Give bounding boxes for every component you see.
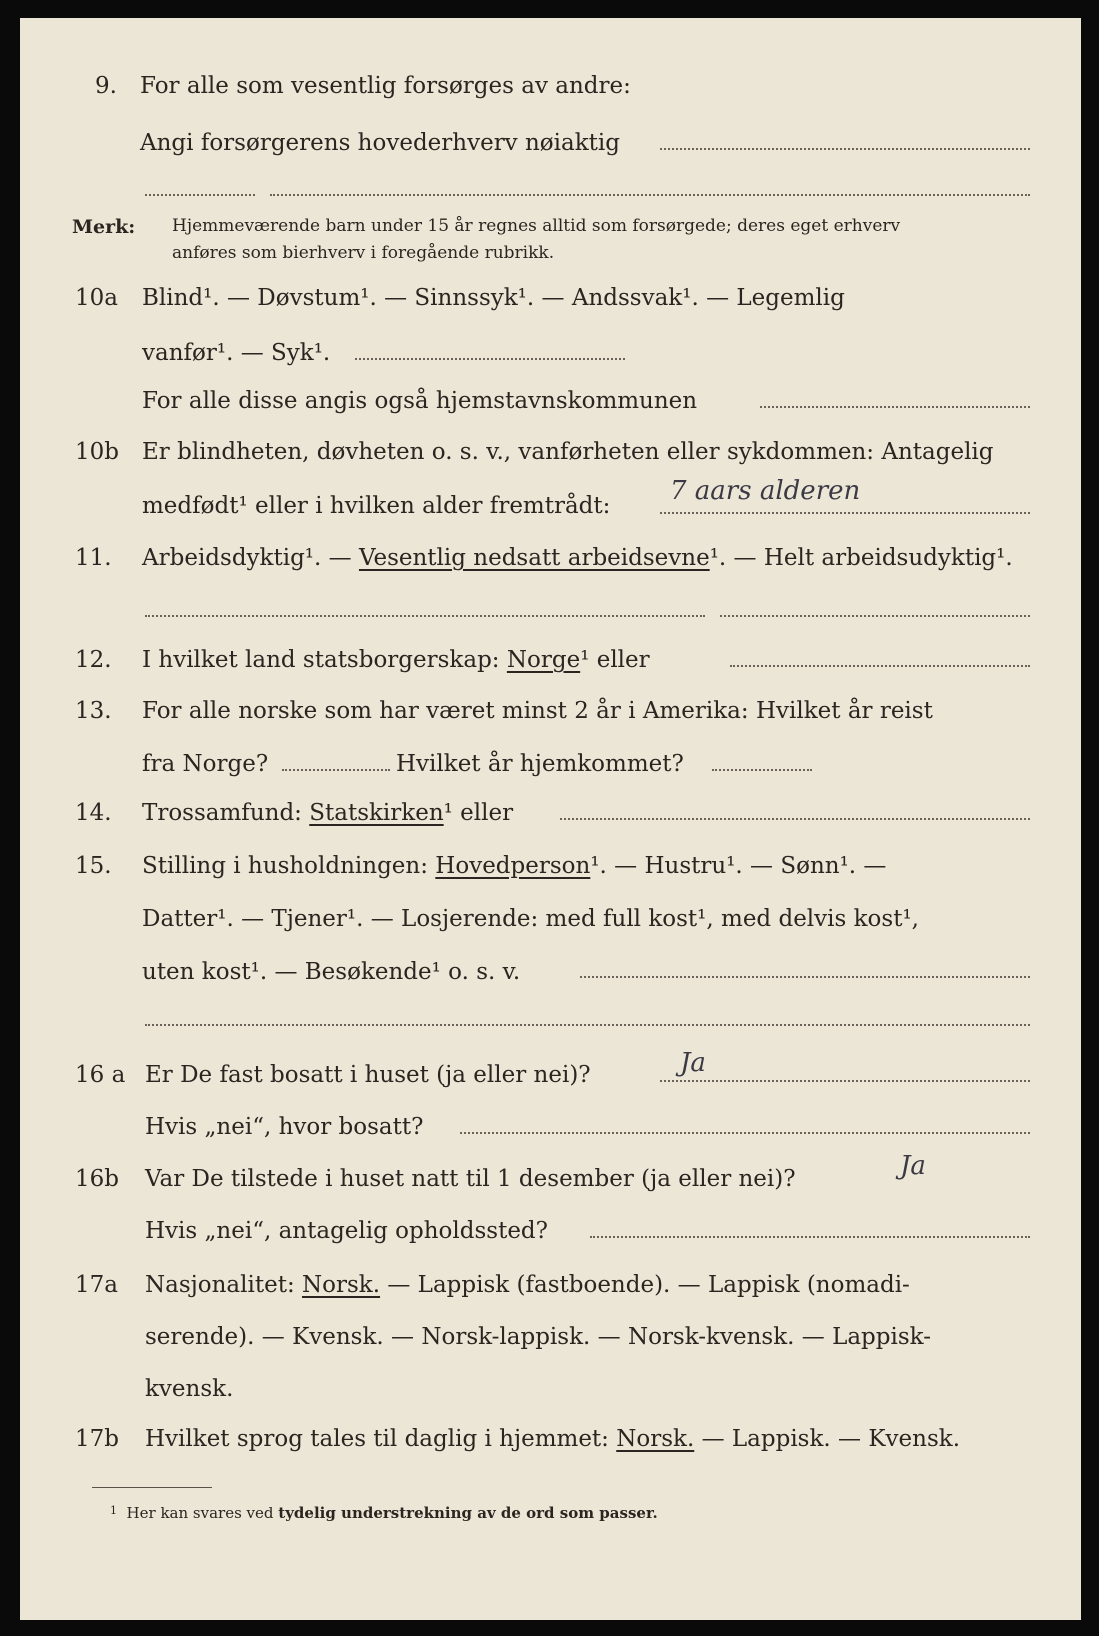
q9-answer-line-2a xyxy=(145,194,255,196)
question-number-9: 9. xyxy=(95,73,117,99)
q11-answer-line-a xyxy=(145,615,705,617)
q14-selected-option: Statskirken xyxy=(309,800,444,826)
q16a-line-2: Hvis „nei“, hvor bosatt? xyxy=(145,1114,424,1140)
q16b-line-2: Hvis „nei“, antagelig opholdssted? xyxy=(145,1218,548,1244)
census-form-page xyxy=(20,18,1081,1620)
question-number-15: 15. xyxy=(75,853,112,879)
q17b-line: Hvilket sprog tales til daglig i hjemmet: Norsk. — Lappisk. — Kvensk. xyxy=(145,1426,961,1452)
q15-answer-line xyxy=(580,976,1030,978)
q17a-line-1: Nasjonalitet: Norsk. — Lappisk (fastboende). — Lappisk (nomadi- xyxy=(145,1272,910,1298)
merk-line-2: anføres som bierhverv i foregående rubrikk. xyxy=(172,243,555,263)
q16b-opholdssted-line xyxy=(590,1236,1030,1238)
q16a-handwritten-answer: Ja xyxy=(680,1048,706,1078)
q11-answer-line-b xyxy=(720,615,1030,617)
q16a-answer-line xyxy=(660,1080,1030,1082)
question-number-14: 14. xyxy=(75,800,112,826)
q16a-line-1: Er De fast bosatt i huset (ja eller nei)? xyxy=(145,1062,591,1088)
q15-line-3: uten kost¹. — Besøkende¹ o. s. v. xyxy=(142,959,521,985)
q10b-answer-line xyxy=(660,512,1030,514)
q16b-line-1: Var De tilstede i huset natt til 1 desember (ja eller nei)? xyxy=(145,1166,796,1192)
q13-hjemkommet-answer-line xyxy=(712,769,812,771)
q12-line: I hvilket land statsborgerskap: Norge¹ eller xyxy=(142,647,650,673)
q15-selected-option: Hovedperson xyxy=(435,853,591,879)
q15-line-2: Datter¹. — Tjener¹. — Losjerende: med full kost¹, med delvis kost¹, xyxy=(142,906,919,932)
question-number-10b: 10b xyxy=(75,439,119,465)
q16b-handwritten-answer: Ja xyxy=(900,1151,926,1181)
question-number-16b: 16b xyxy=(75,1166,119,1192)
q10a-line-3: For alle disse angis også hjemstavnskommunen xyxy=(142,388,698,414)
q13-line-2a: fra Norge? xyxy=(142,751,269,777)
question-number-12: 12. xyxy=(75,647,112,673)
q11-line: Arbeidsdyktig¹. — Vesentlig nedsatt arbeidsevne¹. — Helt arbeidsudyktig¹. xyxy=(142,545,1013,571)
merk-line-1: Hjemmeværende barn under 15 år regnes alltid som forsørgede; deres eget erhverv xyxy=(172,216,901,236)
q17a-selected-option: Norsk. xyxy=(302,1272,381,1298)
merk-label: Merk: xyxy=(72,216,136,238)
q17a-line-3: kvensk. xyxy=(145,1376,234,1402)
q9-line-1: For alle som vesentlig forsørges av andre: xyxy=(140,73,631,99)
q17a-line-2: serende). — Kvensk. — Norsk-lappisk. — Norsk-kvensk. — Lappisk- xyxy=(145,1324,931,1350)
question-number-11: 11. xyxy=(75,545,112,571)
q15-line-1: Stilling i husholdningen: Hovedperson¹. — Hustru¹. — Sønn¹. — xyxy=(142,853,887,879)
q10a-kommune-line xyxy=(760,406,1030,408)
q9-answer-line xyxy=(660,148,1030,150)
q13-line-1: For alle norske som har været minst 2 år i Amerika: Hvilket år reist xyxy=(142,698,933,724)
question-number-13: 13. xyxy=(75,698,112,724)
question-number-17a: 17a xyxy=(75,1272,118,1298)
q12-selected-option: Norge xyxy=(506,647,581,673)
question-number-17b: 17b xyxy=(75,1426,119,1452)
q10b-line-1: Er blindheten, døvheten o. s. v., vanførheten eller sykdommen: Antagelig xyxy=(142,439,994,465)
q17b-selected-option: Norsk. xyxy=(616,1426,695,1452)
q9-answer-line-2b xyxy=(270,194,1030,196)
q14-line: Trossamfund: Statskirken¹ eller xyxy=(142,800,514,826)
question-number-16a: 16 a xyxy=(75,1062,126,1088)
q13-line-2b: Hvilket år hjemkommet? xyxy=(396,751,684,777)
q11-selected-option: Vesentlig nedsatt arbeidsevne xyxy=(358,545,710,571)
q16a-bosatt-line xyxy=(460,1132,1030,1134)
q13-reist-answer-line xyxy=(282,769,390,771)
q14-answer-line xyxy=(560,818,1030,820)
q10a-line-2: vanfør¹. — Syk¹. xyxy=(142,340,331,366)
q15-answer-line-2 xyxy=(145,1024,1030,1026)
q10a-line-1: Blind¹. — Døvstum¹. — Sinnssyk¹. — Andssvak¹. — Legemlig xyxy=(142,285,845,311)
footnote-text: $^1$ Her kan svares ved tydelig understrekning av de ord som passer. xyxy=(110,1504,658,1522)
q10b-line-2: medfødt¹ eller i hvilken alder fremtrådt: xyxy=(142,493,611,519)
q10a-answer-line xyxy=(355,358,625,360)
q12-answer-line xyxy=(730,665,1030,667)
footnote-rule xyxy=(92,1487,212,1488)
q9-line-2: Angi forsørgerens hovederhverv nøiaktig xyxy=(140,130,620,156)
q10b-handwritten-answer: 7 aars alderen xyxy=(670,476,861,506)
question-number-10a: 10a xyxy=(75,285,118,311)
